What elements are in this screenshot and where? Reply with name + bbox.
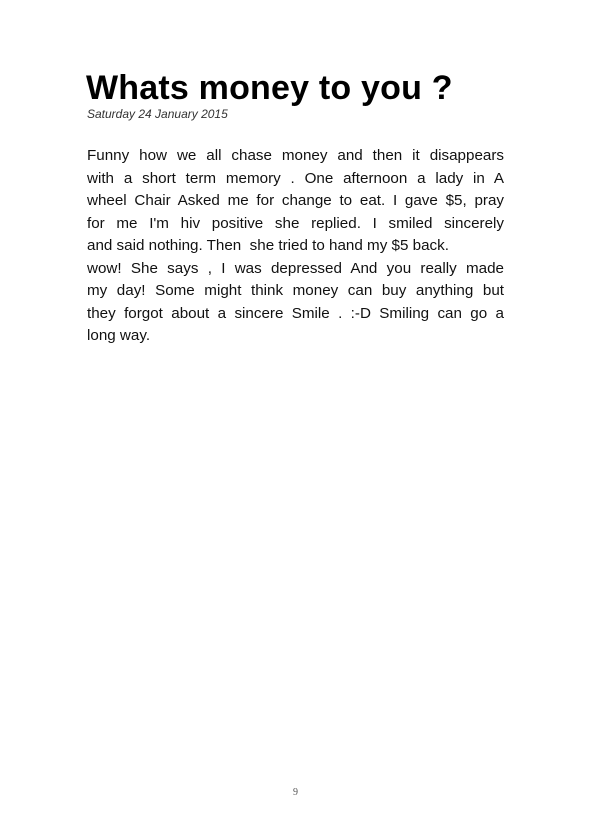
body-line: wow! She says , I was depressed And you really made	[87, 259, 504, 277]
body-line: long way.	[87, 327, 151, 344]
page-number: 9	[293, 787, 298, 798]
body-line: with a short term memory . One afternoon a lady in A	[87, 169, 504, 187]
body-line: and said nothing. Then she tried to hand my $5 back.	[87, 237, 449, 254]
article-body	[87, 145, 504, 348]
body-line: my day! Some might think money can buy anything but	[87, 282, 504, 299]
article-date: Saturday 24 January 2015	[87, 107, 228, 121]
article-title: Whats money to you ?	[86, 69, 453, 107]
body-line: they forgot about a sincere Smile . :-D Smiling can go a	[87, 304, 504, 322]
body-line: for me I'm hiv positive she replied. I smiled sincerely	[87, 214, 504, 232]
body-line: wheel Chair Asked me for change to eat. I gave $5, pray	[87, 192, 504, 209]
body-line: Funny how we all chase money and then it disappears	[87, 147, 504, 164]
